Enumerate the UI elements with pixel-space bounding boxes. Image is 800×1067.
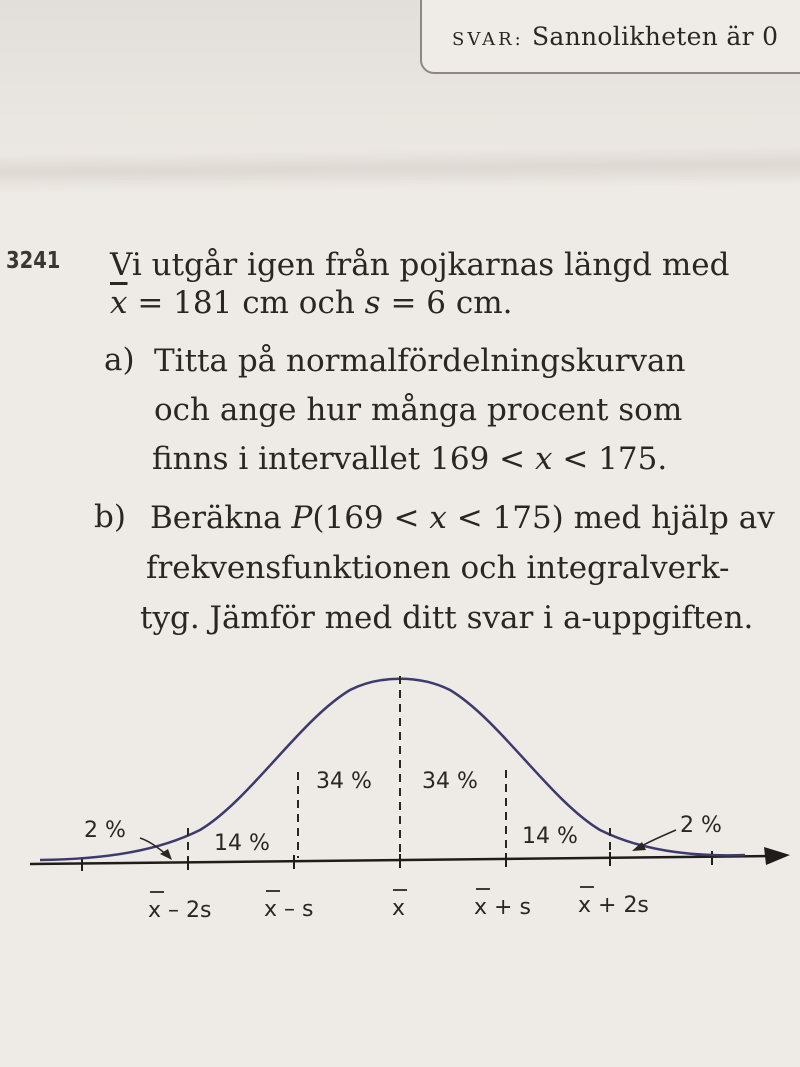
part-b-letter: b) xyxy=(94,499,126,535)
mean-symbol: $\overline{x}$ xyxy=(110,285,128,321)
region-label-right-14: 14 % xyxy=(522,824,578,849)
page-fold-shadow xyxy=(0,146,800,194)
part-a-line-2: och ange hur många procent som xyxy=(154,392,683,428)
part-a-letter: a) xyxy=(104,342,135,378)
s-symbol: s xyxy=(364,285,381,321)
part-a-line-1: Titta på normalfördelningskurvan xyxy=(154,343,686,379)
axis-label-mean-plus-s: x + s xyxy=(474,895,531,920)
part-b-line-1-post: < 175) med hjälp av xyxy=(456,500,775,536)
s-value: = 6 cm. xyxy=(390,285,513,321)
part-b-var: x xyxy=(429,500,447,536)
answer-value: Sannolikheten är 0 xyxy=(531,22,779,51)
mean-value: = 181 cm och xyxy=(137,285,355,321)
axis-label-mean-minus-s: x – s xyxy=(264,897,314,920)
region-label-left-tail: 2 % xyxy=(84,818,126,843)
axis-label-mean-plus-2s: x + 2s xyxy=(578,893,649,918)
region-label-left-14: 14 % xyxy=(214,831,270,856)
region-label-left-34: 34 % xyxy=(316,769,372,794)
normal-distribution-figure xyxy=(0,660,800,920)
part-b-p: P xyxy=(291,500,313,536)
part-b-line-3: tyg. Jämför med ditt svar i a-uppgiften. xyxy=(140,600,754,636)
region-label-right-34: 34 % xyxy=(422,769,478,794)
axis-label-mean: x xyxy=(392,896,406,920)
pointer-right xyxy=(638,830,676,848)
problem-intro-line-2 xyxy=(110,285,513,321)
part-a-line-3-post: < 175. xyxy=(562,441,668,477)
bell-curve xyxy=(40,679,745,860)
problem-number: 3241 xyxy=(6,248,61,274)
part-b-line-1 xyxy=(150,500,775,536)
part-b-line-1-mid: (169 < xyxy=(312,500,420,536)
part-b-line-2: frekvensfunktionen och integralverk- xyxy=(146,550,730,586)
part-a-var: x xyxy=(534,441,553,477)
answer-label: SVAR: xyxy=(452,29,524,50)
part-b-line-1-pre: Beräkna xyxy=(150,500,282,536)
region-label-right-tail: 2 % xyxy=(680,813,722,838)
axis-label-mean-minus-2s: x – 2s xyxy=(148,898,212,920)
part-a-line-3-pre: finns i intervallet 169 < xyxy=(152,441,526,477)
problem-intro-line-1: Vi utgår igen från pojkarnas längd med xyxy=(110,247,730,283)
axis-arrow-icon xyxy=(764,847,790,865)
part-a-line-3 xyxy=(152,441,668,477)
answer-text xyxy=(452,22,778,51)
